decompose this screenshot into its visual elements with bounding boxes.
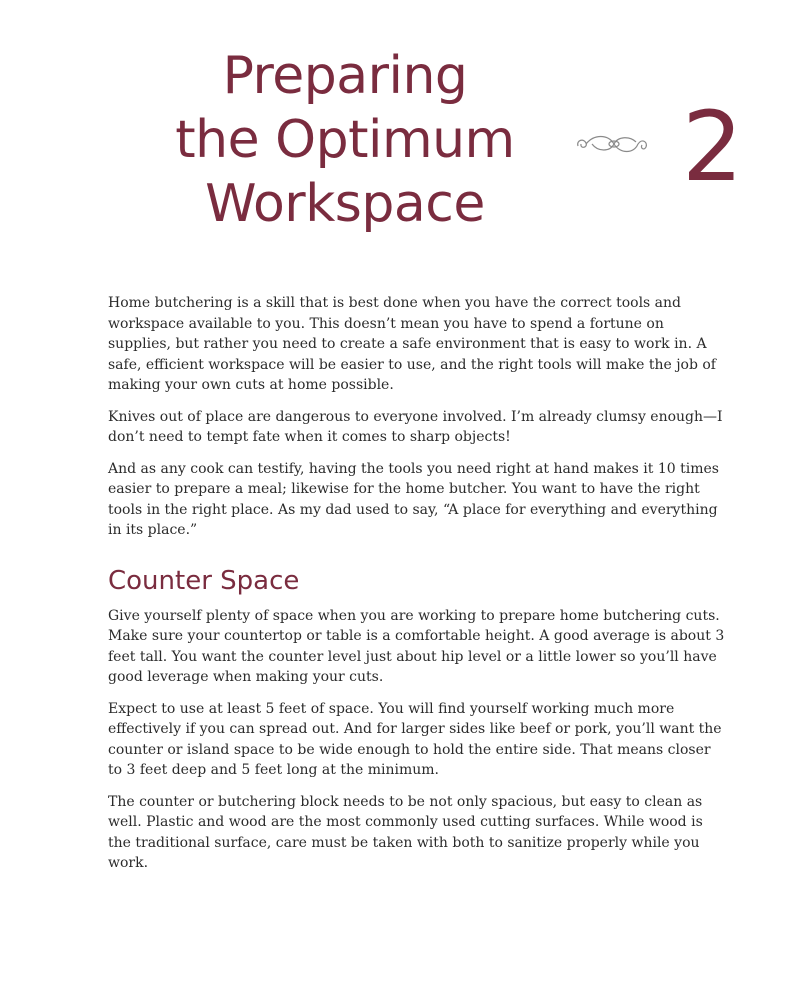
section-paragraph-1: Give yourself plenty of space when you are working to prepare home butchering cuts. Make sure your countertop or table is a comfortable height. A good average is about 3 feet tall. You want the counter level just about hip level or a little lower so you’ll have good leverage when making your cuts.	[108, 607, 725, 685]
section-heading: Counter Space	[108, 565, 300, 596]
section-paragraph-3: The counter or butchering block needs to be not only spacious, but easy to clean as well. Plastic and wood are the most commonly used cutting surfaces. While wood is the traditional surface, care must be taken with both to sanitize properly while you work.	[108, 793, 703, 871]
intro-paragraph-1: Home butchering is a skill that is best done when you have the correct tools and workspace available to you. This doesn’t mean you have to spend a fortune on supplies, but rather you need to create a safe environment that is easy to work in. A safe, efficient workspace will be easier to use, and the right tools will make the job of making your own cuts at home possible.	[108, 295, 716, 393]
chapter-title-line-3: Workspace	[205, 174, 485, 234]
chapter-title-line-1: Preparing	[222, 46, 468, 106]
chapter-title	[160, 44, 530, 236]
intro-paragraph-2: Knives out of place are dangerous to everyone involved. I’m already clumsy enough—I don’t need to tempt fate when it comes to sharp objects!	[108, 408, 723, 445]
intro-paragraph-3: And as any cook can testify, having the tools you need right at hand makes it 10 times easier to prepare a meal; likewise for the home butcher. You want to have the right tools in the right place. As my dad used to say, “A place for everything and everything in its place.”	[108, 460, 719, 538]
section-paragraph-2: Expect to use at least 5 feet of space. You will find yourself working much more effectively if you can spread out. And for larger sides like beef or pork, you’ll want the counter or island space to be wide enough to hold the entire side. That means closer to 3 feet deep and 5 feet long at the minimum.	[108, 700, 722, 778]
chapter-title-line-2: the Optimum	[175, 110, 515, 170]
chapter-number: 2	[682, 91, 744, 203]
flourish-ornament-icon	[574, 130, 652, 158]
body-text	[108, 293, 728, 885]
